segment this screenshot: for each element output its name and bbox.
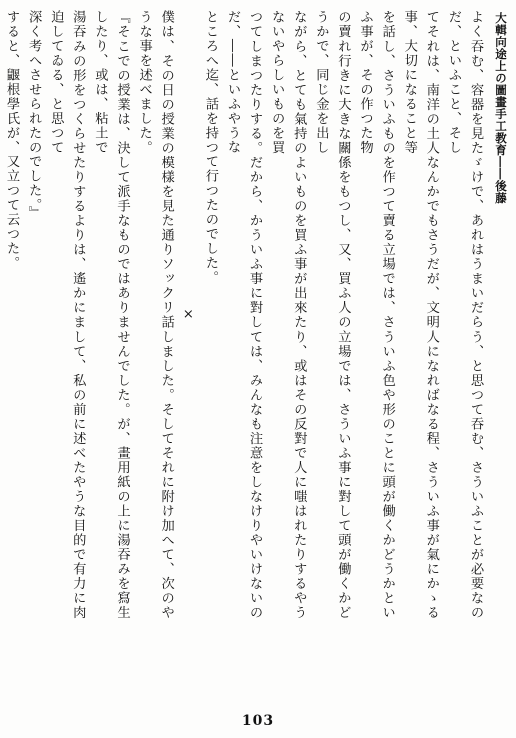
page-number: 103 xyxy=(241,713,275,729)
paragraph: すると、鼴根學氏が、又立つて云つた。 xyxy=(4,10,20,271)
body-text xyxy=(4,10,486,620)
paragraph: よく吞む、容器を見たゞけで、あれはうまいだらう、と思つて吞む、さういふことが必要なのだ、といふこと、そし てそれは、南洋の土人なんかでもさうだが、文明人になればなる程、さういふ事が氣にかゝる事、大切になること等 を話し、さういふものを作つて賣る立場では、さういふ色や形のことに頭が働くかどうかといふ事が、その作つた物 の賣れ行きに大きな關係をもつし、又、買ふ人の立場では、さういふ事に對して頭が働くかどうかで、同じ金を出し ながら、とても氣持のよいものを買ふ事が出來たり、或はその反對で人に嗤はれたりするやうないやらしいものを買 つてしまつたりする。だから、かういふ事に對しては、みんなも注意をしなけりやいけないのだ、――といふやうな ところへ迄、話を持つて行つたのでした。 xyxy=(202,10,483,620)
section-separator: × xyxy=(180,306,196,324)
running-head: 大輯向途上の圖畫手工教育――後藤 xyxy=(494,12,508,204)
paragraph: 僕は、その日の授業の模樣を見た通りソックリ話しました。そしてそれに附け加へて、次のやうな事を述べました。 『そこでの授業は、決して派手なものではありませんでした。が、畫用紙の上に湯吞みを寫生したり、或は、粘土で 湯吞みの形をつくらせたりするよりは、遙かにまして、私の前に述べたやうな目的で有力に肉迫してゐる、と思つて 深く考へさせられたのでした。』 xyxy=(26,10,174,620)
